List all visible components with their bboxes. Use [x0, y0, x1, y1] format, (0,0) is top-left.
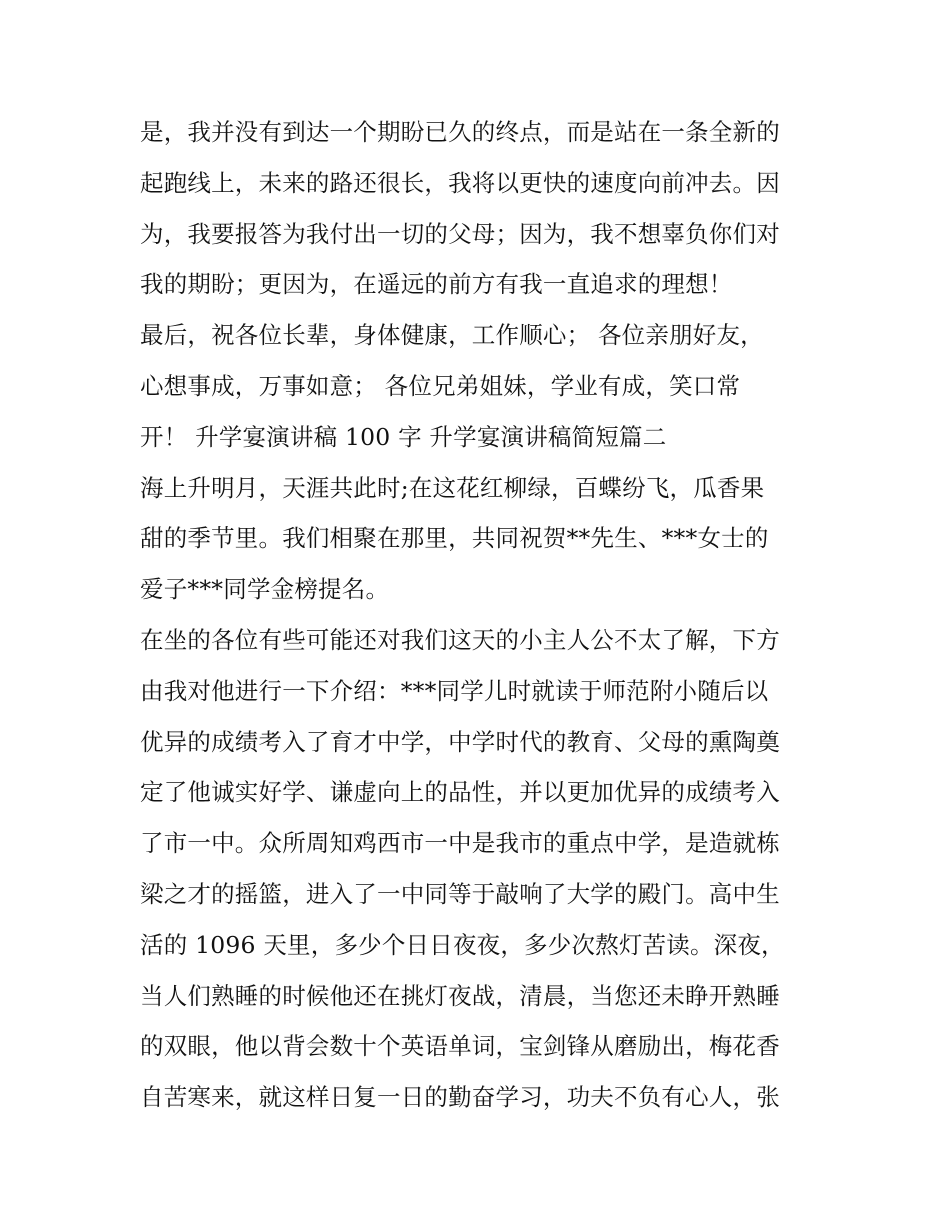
text-line: 自苦寒来，就这样日复一日的勤奋学习，功夫不负有心人，张	[140, 1083, 780, 1112]
text-line: 优异的成绩考入了育才中学，中学时代的教育、父母的熏陶奠	[140, 727, 780, 756]
text-line: 定了他诚实好学、谦虚向上的品性，并以更加优异的成绩考入	[140, 778, 780, 807]
text-line: 甜的季节里。我们相聚在那里，共同祝贺**先生、***女士的	[140, 524, 769, 553]
text-line: 起跑线上，未来的路还很长，我将以更快的速度向前冲去。因	[140, 168, 780, 197]
text-line: 开！ 升学宴演讲稿 100 字 升学宴演讲稿简短篇二	[140, 422, 667, 451]
text-line: 最后，祝各位长辈，身体健康，工作顺心； 各位亲朋好友，	[140, 321, 764, 350]
text-line: 由我对他进行一下介绍：***同学儿时就读于师范附小随后以	[140, 676, 769, 705]
text-line: 当人们熟睡的时候他还在挑灯夜战，清晨，当您还未睁开熟睡	[140, 981, 780, 1010]
body-text	[140, 107, 830, 1123]
text-line: 爱子***同学金榜提名。	[140, 575, 390, 604]
text-line: 了市一中。众所周知鸡西市一中是我市的重点中学，是造就栋	[140, 829, 780, 858]
text-line: 我的期盼；更因为，在遥远的前方有我一直追求的理想！	[140, 270, 733, 299]
text-line: 活的 1096 天里，多少个日日夜夜，多少次熬灯苦读。深夜，	[140, 930, 785, 959]
text-line: 在坐的各位有些可能还对我们这天的小主人公不太了解，下方	[140, 625, 780, 654]
text-line: 心想事成，万事如意； 各位兄弟姐妹，学业有成，笑口常	[140, 371, 741, 400]
text-line: 为，我要报答为我付出一切的父母；因为，我不想辜负你们对	[140, 219, 780, 248]
text-line: 是，我并没有到达一个期盼已久的终点，而是站在一条全新的	[140, 118, 780, 146]
text-line: 梁之才的摇篮，进入了一中同等于敲响了大学的殿门。高中生	[140, 879, 780, 908]
text-line: 的双眼，他以背会数十个英语单词，宝剑锋从磨励出，梅花香	[140, 1032, 780, 1061]
text-line: 海上升明月，天涯共此时;在这花红柳绿，百蝶纷飞，瓜香果	[140, 473, 765, 502]
